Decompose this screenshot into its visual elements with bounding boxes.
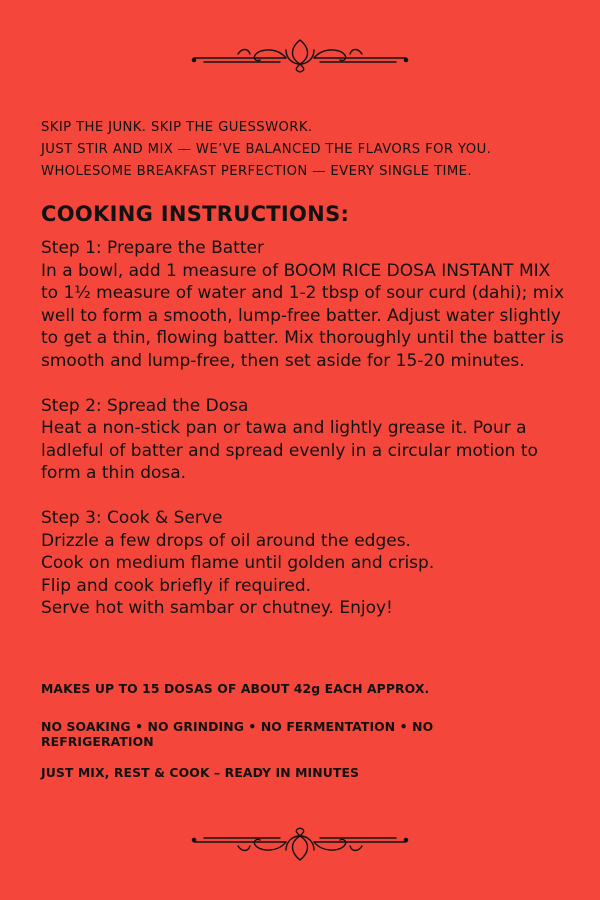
step-line: Drizzle a few drops of oil around the edges. [41,530,411,551]
tagline-line: JUST STIR AND MIX — WE’VE BALANCED THE FLAVORS FOR YOU. [41,142,492,157]
page-title: COOKING INSTRUCTIONS: [41,202,350,226]
step-title: Step 3: Cook & Serve [41,508,223,528]
step-body: Heat a non-stick pan or tawa and lightly grease it. Pour a ladleful of batter and spread evenly in a circular motion to form a thin dosa. [41,418,538,483]
ornamental-divider-icon [190,826,410,866]
instruction-steps [41,237,571,642]
step-line: Cook on medium flame until golden and crisp. [41,553,435,573]
step-body: In a bowl, add 1 measure of BOOM RICE DOSA INSTANT MIX to 1½ measure of water and 1-2 tbsp of sour curd (dahi); mix well to form a smooth, lump-free batter. Adjust water slightly to get a thin, flowing batter. Mix thoroughly until the batter is smooth and lump-free, then set aside for 15-20 minutes. [41,260,565,371]
tagline-line: WHOLESOME BREAKFAST PERFECTION — EVERY SINGLE TIME. [41,164,472,179]
step-2 [41,395,571,485]
tagline-line: SKIP THE JUNK. SKIP THE GUESSWORK. [41,120,313,135]
ready-note: JUST MIX, REST & COOK – READY IN MINUTES [41,765,360,780]
tagline [41,117,561,183]
features-note: NO SOAKING • NO GRINDING • NO FERMENTATION • NO REFRIGERATION [41,719,434,749]
yield-note: MAKES UP TO 15 DOSAS OF ABOUT 42g EACH APPROX. [41,681,430,696]
ornamental-divider-icon [190,34,410,74]
step-title: Step 2: Spread the Dosa [41,395,249,416]
step-line: Flip and cook briefly if required. [41,575,312,596]
step-line: Serve hot with sambar or chutney. Enjoy! [41,598,393,618]
step-title: Step 1: Prepare the Batter [41,238,264,258]
step-3 [41,507,571,620]
step-1 [41,237,571,372]
